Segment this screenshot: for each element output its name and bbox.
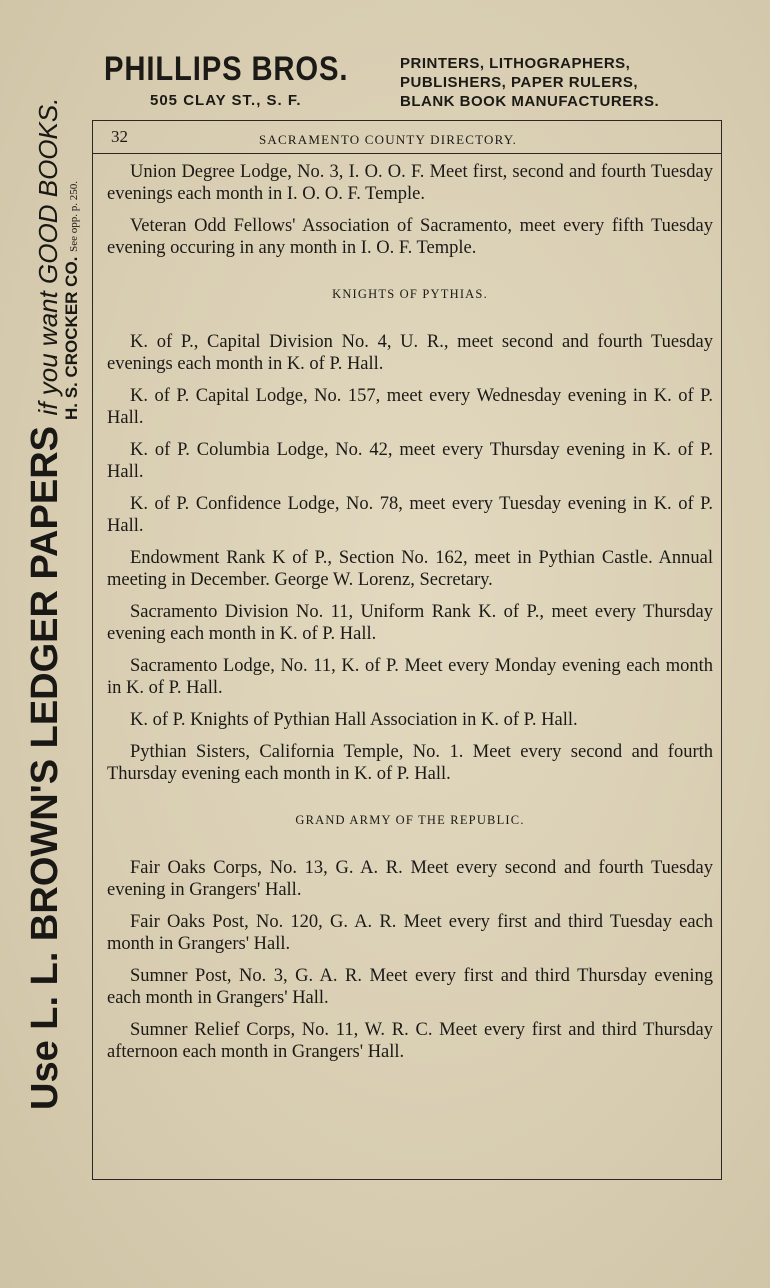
list-item: Sacramento Division No. 11, Uniform Rank K. of P., meet every Thursday evening each month in K. of P. Hall. <box>107 602 713 644</box>
list-item: Endowment Rank K of P., Section No. 162, meet in Pythian Castle. Annual meeting in December. George W. Lorenz, Secretary. <box>107 548 713 590</box>
side-ad-name: L. L. BROWN'S LEDGER PAPERS <box>24 426 66 1030</box>
brand-address: 505 CLAY ST., S. F. <box>150 92 302 109</box>
list-item: Pythian Sisters, California Temple, No. 1. Meet every second and fourth Thursday evening each month in K. of P. Hall. <box>107 742 713 784</box>
list-item: Sumner Relief Corps, No. 11, W. R. C. Meet every first and third Thursday afternoon each month in Grangers' Hall. <box>107 1020 713 1062</box>
brand-services <box>400 54 659 111</box>
section-heading-gar: GRAND ARMY OF THE REPUBLIC. <box>295 813 525 827</box>
list-item: Sacramento Lodge, No. 11, K. of P. Meet every Monday evening each month in K. of P. Hall. <box>107 656 713 698</box>
list-item: Union Degree Lodge, No. 3, I. O. O. F. Meet first, second and fourth Tuesday evenings each month in I. O. O. F. Temple. <box>107 162 713 204</box>
section-heading-pythias: KNIGHTS OF PYTHIAS. <box>332 287 488 301</box>
side-ad-main-text <box>26 0 64 1110</box>
services-line: PUBLISHERS, PAPER RULERS, <box>400 74 639 91</box>
running-title: SACRAMENTO COUNTY DIRECTORY. <box>259 132 518 147</box>
services-line: PRINTERS, LITHOGRAPHERS, <box>400 55 631 72</box>
list-item: K. of P. Columbia Lodge, No. 42, meet every Thursday evening in K. of P. Hall. <box>107 440 713 482</box>
list-item: K. of P. Confidence Lodge, No. 78, meet every Tuesday evening in K. of P. Hall. <box>107 494 713 536</box>
list-item: Veteran Odd Fellows' Association of Sacramento, meet every fifth Tuesday evening occuring in any month in I. O. F. Temple. <box>107 216 713 258</box>
page-number: 32 <box>111 127 128 146</box>
brand-name: PHILLIPS BROS. <box>104 50 349 88</box>
services-line: BLANK BOOK MANUFACTURERS. <box>400 93 660 110</box>
content-frame <box>92 120 722 1180</box>
side-ad-sub: H. S. CROCKER CO. <box>62 256 81 420</box>
side-ad-prefix: Use <box>24 1040 66 1110</box>
list-item: K. of P. Knights of Pythian Hall Association in K. of P. Hall. <box>130 710 578 730</box>
list-item: Fair Oaks Corps, No. 13, G. A. R. Meet every second and fourth Tuesday evening in Grangers' Hall. <box>107 858 713 900</box>
side-ad-sub-text <box>62 60 82 420</box>
list-item: Sumner Post, No. 3, G. A. R. Meet every first and third Thursday evening each month in Grangers' Hall. <box>107 966 713 1008</box>
list-item: K. of P. Capital Lodge, No. 157, meet every Wednesday evening in K. of P. Hall. <box>107 386 713 428</box>
running-head <box>93 121 721 154</box>
list-item: K. of P., Capital Division No. 4, U. R., meet second and fourth Tuesday evenings each month in K. of P. Hall. <box>107 332 713 374</box>
side-ad-suffix: if you want GOOD BOOKS. <box>33 97 63 416</box>
header-advertisement <box>104 50 714 120</box>
side-ad-sub-ref: See opp. p. 250. <box>68 180 80 252</box>
body-text <box>107 161 713 1073</box>
list-item: Fair Oaks Post, No. 120, G. A. R. Meet every first and third Tuesday each month in Grangers' Hall. <box>107 912 713 954</box>
